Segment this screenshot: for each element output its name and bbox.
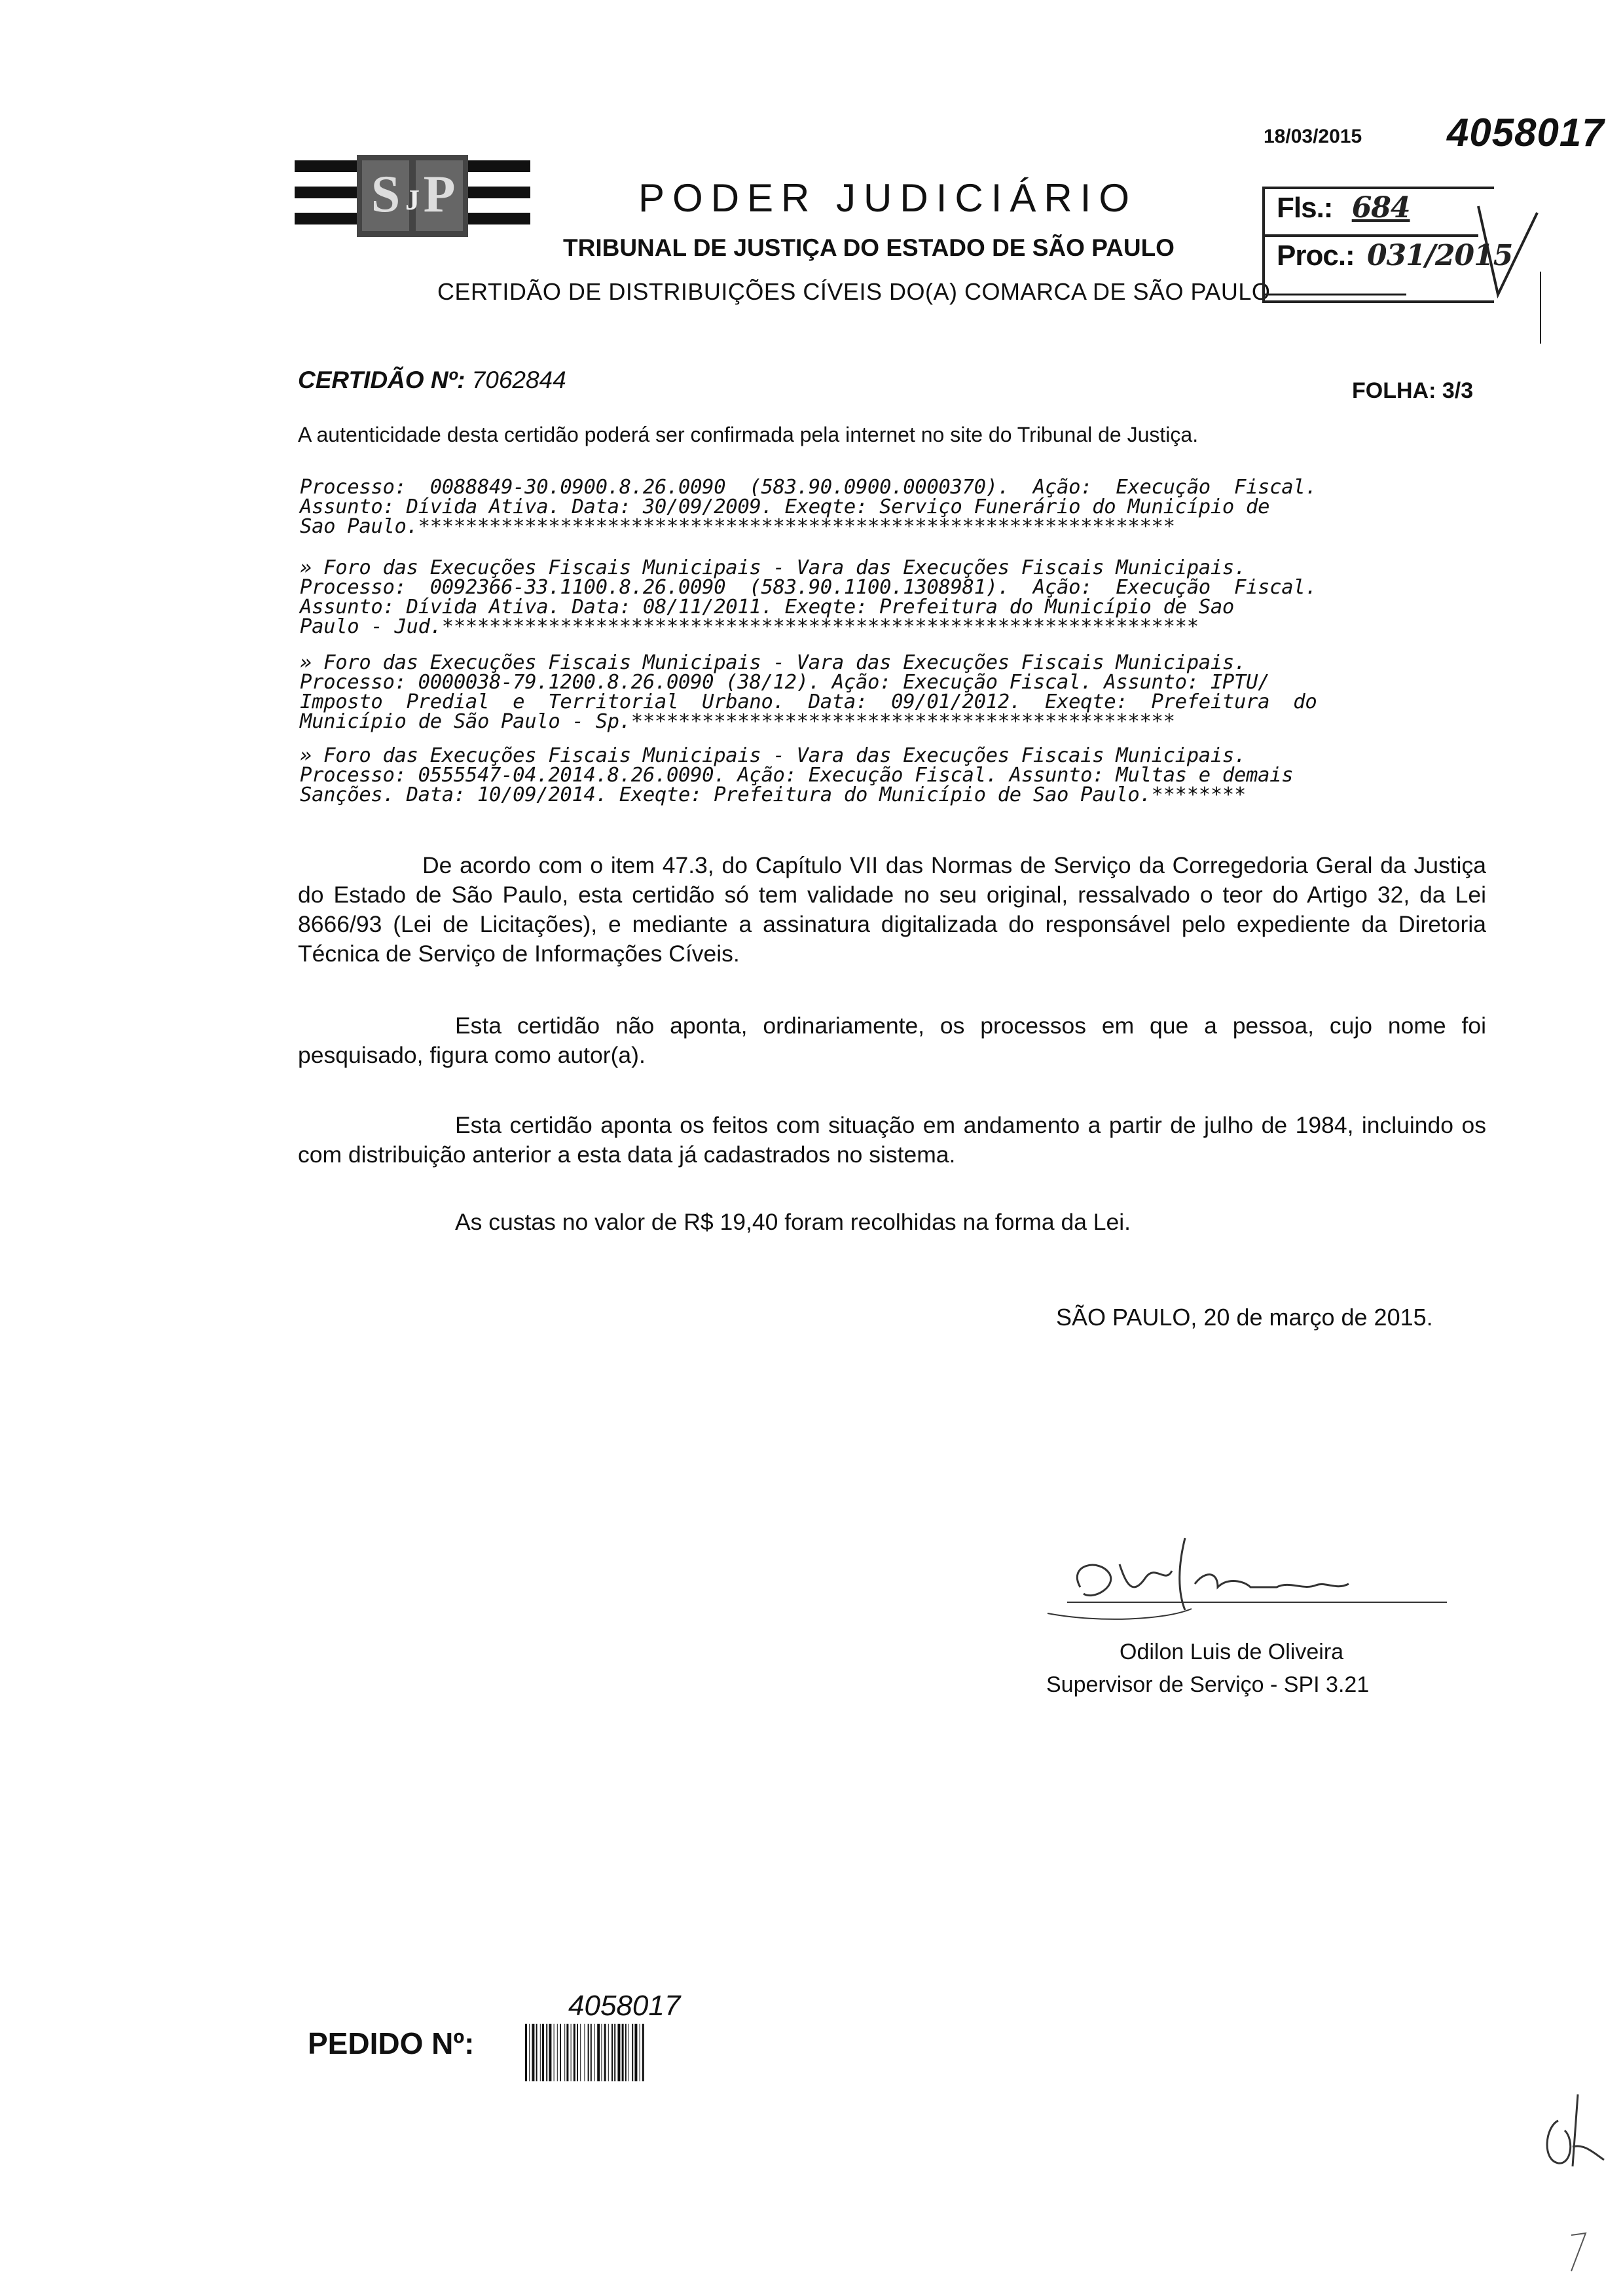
certificate-type: CERTIDÃO DE DISTRIBUIÇÕES CÍVEIS DO(A) COMARCA DE SÃO PAULO [437, 278, 1271, 305]
process-block-2 [300, 558, 1317, 637]
process-line: » Foro das Execuções Fiscais Municipais - Vara das Execuções Fiscais Municipais. [300, 651, 1247, 674]
court-logo [291, 141, 534, 268]
process-line: Imposto Predial e Territorial Urbano. Data: 09/01/2012. Exeqte: Prefeitura do [300, 691, 1317, 713]
barcode [524, 2024, 759, 2081]
place-date: SÃO PAULO, 20 de março de 2015. [1056, 1304, 1433, 1331]
paragraph-fees: As custas no valor de R$ 19,40 foram recolhidas na forma da Lei. [455, 1209, 1131, 1235]
process-line: Sanções. Data: 10/09/2014. Exeqte: Prefeitura do Município de Sao Paulo.******** [300, 783, 1247, 806]
paragraph-validity: De acordo com o item 47.3, do Capítulo VII das Normas de Serviço da Corregedoria Geral da Justiça do Estado de São Paulo, esta certidão só tem validade no seu original, ressalvado o teor do Artigo 32, da Lei 8666/93 (Lei de Licitações), e mediante a assinatura digitalizada do responsável pelo expediente da Diretoria Técnica de Serviço de Informações Cíveis. [298, 852, 1486, 967]
logo-letter-p: P [423, 166, 456, 223]
stamp-fls-value: 684 [1351, 191, 1410, 224]
signatory-role: Supervisor de Serviço - SPI 3.21 [1046, 1672, 1370, 1697]
process-line: Processo: 0000038-79.1200.8.26.0090 (38/12). Ação: Execução Fiscal. Assunto: IPTU/ [300, 671, 1270, 694]
paragraph-author: Esta certidão não aponta, ordinariamente, os processos em que a pessoa, cujo nome foi pesquisado, figura como autor(a). [298, 1013, 1486, 1068]
certificate-number [298, 367, 566, 394]
process-line: » Foro das Execuções Fiscais Municipais - Vara das Execuções Fiscais Municipais. [300, 744, 1247, 767]
authenticity-note: A autenticidade desta certidão poderá ser confirmada pela internet no site do Tribunal de Justiça. [298, 423, 1199, 446]
process-line: Processo: 0092366-33.1100.8.26.0090 (583.90.1100.1308981). Ação: Execução Fiscal. [300, 576, 1317, 599]
stamp-proc-value: 031/2015 [1366, 239, 1513, 272]
stamp-proc-label: Proc.: [1277, 240, 1355, 272]
certificate-number-value: 7062844 [471, 367, 566, 393]
page-title: PODER JUDICIÁRIO [638, 176, 1138, 220]
stamp-lines [1262, 187, 1577, 344]
paragraph-scope: Esta certidão aponta os feitos com situação em andamento a partir de julho de 1984, incluindo os com distribuição anterior a esta data já cadastrados no sistema. [298, 1112, 1486, 1168]
stamp-fls-label: Fls.: [1277, 192, 1333, 224]
order-number: 4058017 [568, 1990, 681, 2022]
protocol-number: 4058017 [1447, 111, 1605, 154]
order-label: PEDIDO Nº: [308, 2026, 475, 2060]
issue-date: 18/03/2015 [1264, 126, 1362, 147]
margin-initials [1532, 2081, 1611, 2278]
process-line: Processo: 0088849-30.0900.8.26.0090 (583.90.0900.0000370). Ação: Execução Fiscal. [300, 476, 1317, 499]
sheet-number: FOLHA: 3/3 [1352, 378, 1474, 403]
signatory-name: Odilon Luis de Oliveira [1120, 1640, 1344, 1664]
process-line: Município de São Paulo - Sp.********************************************** [300, 710, 1175, 733]
process-line: Paulo - Jud.**************************************************************** [300, 615, 1199, 638]
process-block-4 [300, 746, 1293, 805]
handwritten-signature [969, 1525, 1480, 1643]
logo-letter-s: S [371, 166, 401, 223]
process-line: Assunto: Dívida Ativa. Data: 30/09/2009. Exeqte: Serviço Funerário do Município de [300, 495, 1270, 518]
process-line: » Foro das Execuções Fiscais Municipais - Vara das Execuções Fiscais Municipais. [300, 556, 1247, 579]
process-block-3 [300, 653, 1317, 732]
process-line: Assunto: Dívida Ativa. Data: 08/11/2011. Exeqte: Prefeitura do Município de Sao [300, 596, 1234, 619]
process-line: Sao Paulo.**************************************************************** [300, 515, 1175, 538]
logo-letter-j: J [405, 184, 420, 216]
court-name: TRIBUNAL DE JUSTIÇA DO ESTADO DE SÃO PAULO [563, 234, 1175, 261]
certificate-number-label: CERTIDÃO Nº: [298, 367, 465, 393]
process-line: Processo: 0555547-04.2014.8.26.0090. Ação: Execução Fiscal. Assunto: Multas e demais [300, 764, 1294, 787]
process-block-1 [300, 478, 1317, 537]
